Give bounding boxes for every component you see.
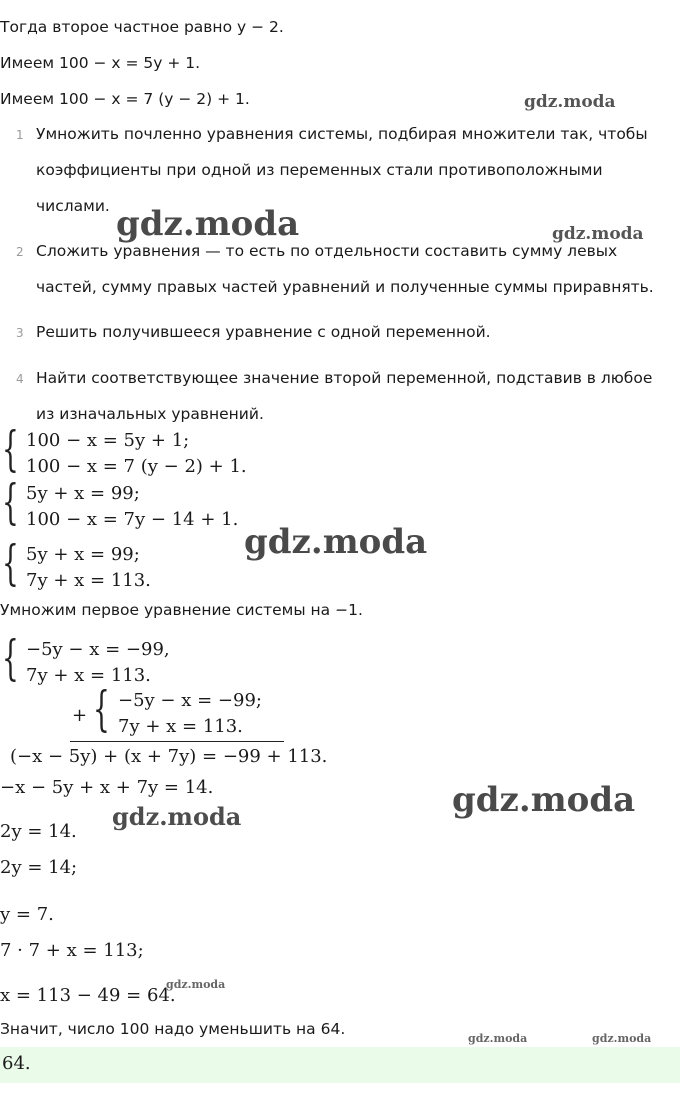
watermark: gdz.moda xyxy=(468,1032,528,1045)
step-1-number: 1 xyxy=(16,128,24,142)
sum-system-brace: { xyxy=(93,681,110,737)
sum-system-eq-2: 7y + x = 113. xyxy=(118,716,243,737)
solve-line-6: x = 113 − 49 = 64. xyxy=(0,985,176,1006)
watermark: gdz.moda xyxy=(166,978,226,991)
step-4-line-1: Найти соответствующее значение второй переменной, подставив в любое xyxy=(36,369,653,387)
system-2-eq-2: 100 − x = 7y − 14 + 1. xyxy=(26,509,239,530)
conclusion-text: Значит, число 100 надо уменьшить на 64. xyxy=(0,1020,346,1038)
system-2-brace: { xyxy=(2,474,19,530)
intro-line-1: Тогда второе частное равно y − 2. xyxy=(0,18,284,36)
step-3-number: 3 xyxy=(16,326,24,340)
watermark: gdz.moda xyxy=(116,204,300,244)
step-2-line-1: Сложить уравнения — то есть по отдельности составить сумму левых xyxy=(36,242,618,260)
solve-line-3: 2y = 14; xyxy=(0,857,78,878)
answer-value: 64. xyxy=(2,1053,31,1074)
step-1-line-2: коэффициенты при одной из переменных стали противоположными xyxy=(36,161,603,179)
sum-system-eq-1: −5y − x = −99; xyxy=(118,690,262,711)
watermark: gdz.moda xyxy=(244,522,428,562)
sum-plus-sign: + xyxy=(72,705,88,726)
system-3-eq-1: 5y + x = 99; xyxy=(26,544,140,565)
step-4-number: 4 xyxy=(16,372,24,386)
step-4-line-2: из изначальных уравнений. xyxy=(36,405,264,423)
system-3-brace: { xyxy=(2,535,19,591)
system-2-eq-1: 5y + x = 99; xyxy=(26,483,140,504)
step-3-line-1: Решить получившееся уравнение с одной переменной. xyxy=(36,323,491,341)
system-3-eq-2: 7y + x = 113. xyxy=(26,570,151,591)
solve-line-4: y = 7. xyxy=(0,904,54,925)
solve-line-2: 2y = 14. xyxy=(0,821,77,842)
watermark: gdz.moda xyxy=(552,224,644,244)
intro-line-3: Имеем 100 − x = 7 (y − 2) + 1. xyxy=(0,90,250,108)
system-4-brace: { xyxy=(2,630,19,686)
sum-rule-line xyxy=(70,741,284,742)
watermark: gdz.moda xyxy=(112,802,242,831)
system-1-brace: { xyxy=(2,421,19,477)
watermark: gdz.moda xyxy=(592,1032,652,1045)
intro-line-2: Имеем 100 − x = 5y + 1. xyxy=(0,54,201,72)
system-1-eq-2: 100 − x = 7 (y − 2) + 1. xyxy=(26,456,247,477)
step-1-line-3: числами. xyxy=(36,197,110,215)
sum-line: (−x − 5y) + (x + 7y) = −99 + 113. xyxy=(10,746,328,767)
step-2-line-2: частей, сумму правых частей уравнений и полученные суммы приравнять. xyxy=(36,278,654,296)
multiply-text: Умножим первое уравнение системы на −1. xyxy=(0,601,363,619)
watermark: gdz.moda xyxy=(524,92,616,112)
solve-line-1: −x − 5y + x + 7y = 14. xyxy=(0,777,214,798)
solve-line-5: 7 · 7 + x = 113; xyxy=(0,940,144,961)
step-2-number: 2 xyxy=(16,245,24,259)
step-1-line-1: Умножить почленно уравнения системы, подбирая множители так, чтобы xyxy=(36,125,648,143)
system-1-eq-1: 100 − x = 5y + 1; xyxy=(26,430,190,451)
system-4-eq-1: −5y − x = −99, xyxy=(26,639,170,660)
watermark: gdz.moda xyxy=(452,780,636,820)
answer-box xyxy=(0,1047,680,1083)
system-4-eq-2: 7y + x = 113. xyxy=(26,665,151,686)
